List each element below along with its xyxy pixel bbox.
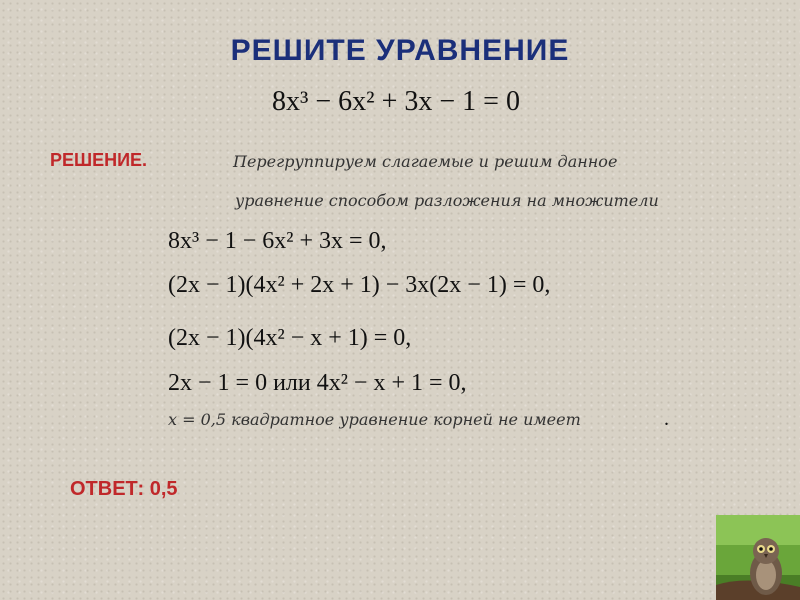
intro-line-1: Перегруппируем слагаемые и решим данное	[233, 152, 618, 171]
owl-icon[interactable]	[716, 515, 800, 600]
main-equation: 8x³ − 6x² + 3x − 1 = 0	[272, 86, 520, 117]
step-2: (2x − 1)(4x² + 2x + 1) − 3x(2x − 1) = 0,	[168, 272, 551, 298]
step-3: (2x − 1)(4x² − x + 1) = 0,	[168, 325, 412, 351]
intro-line-2: уравнение способом разложения на множители	[235, 191, 659, 210]
slide-title: РЕШИТЕ УРАВНЕНИЕ	[230, 34, 570, 67]
conclusion-period: .	[664, 408, 669, 430]
step-4: 2x − 1 = 0 или 4x² − x + 1 = 0,	[168, 370, 467, 396]
solution-label: РЕШЕНИЕ.	[50, 150, 148, 170]
conclusion-note: x = 0,5 квадратное уравнение корней не имеет	[168, 410, 581, 429]
answer-text: ОТВЕТ: 0,5	[70, 478, 178, 500]
step-1: 8x³ − 1 − 6x² + 3x = 0,	[168, 228, 387, 254]
